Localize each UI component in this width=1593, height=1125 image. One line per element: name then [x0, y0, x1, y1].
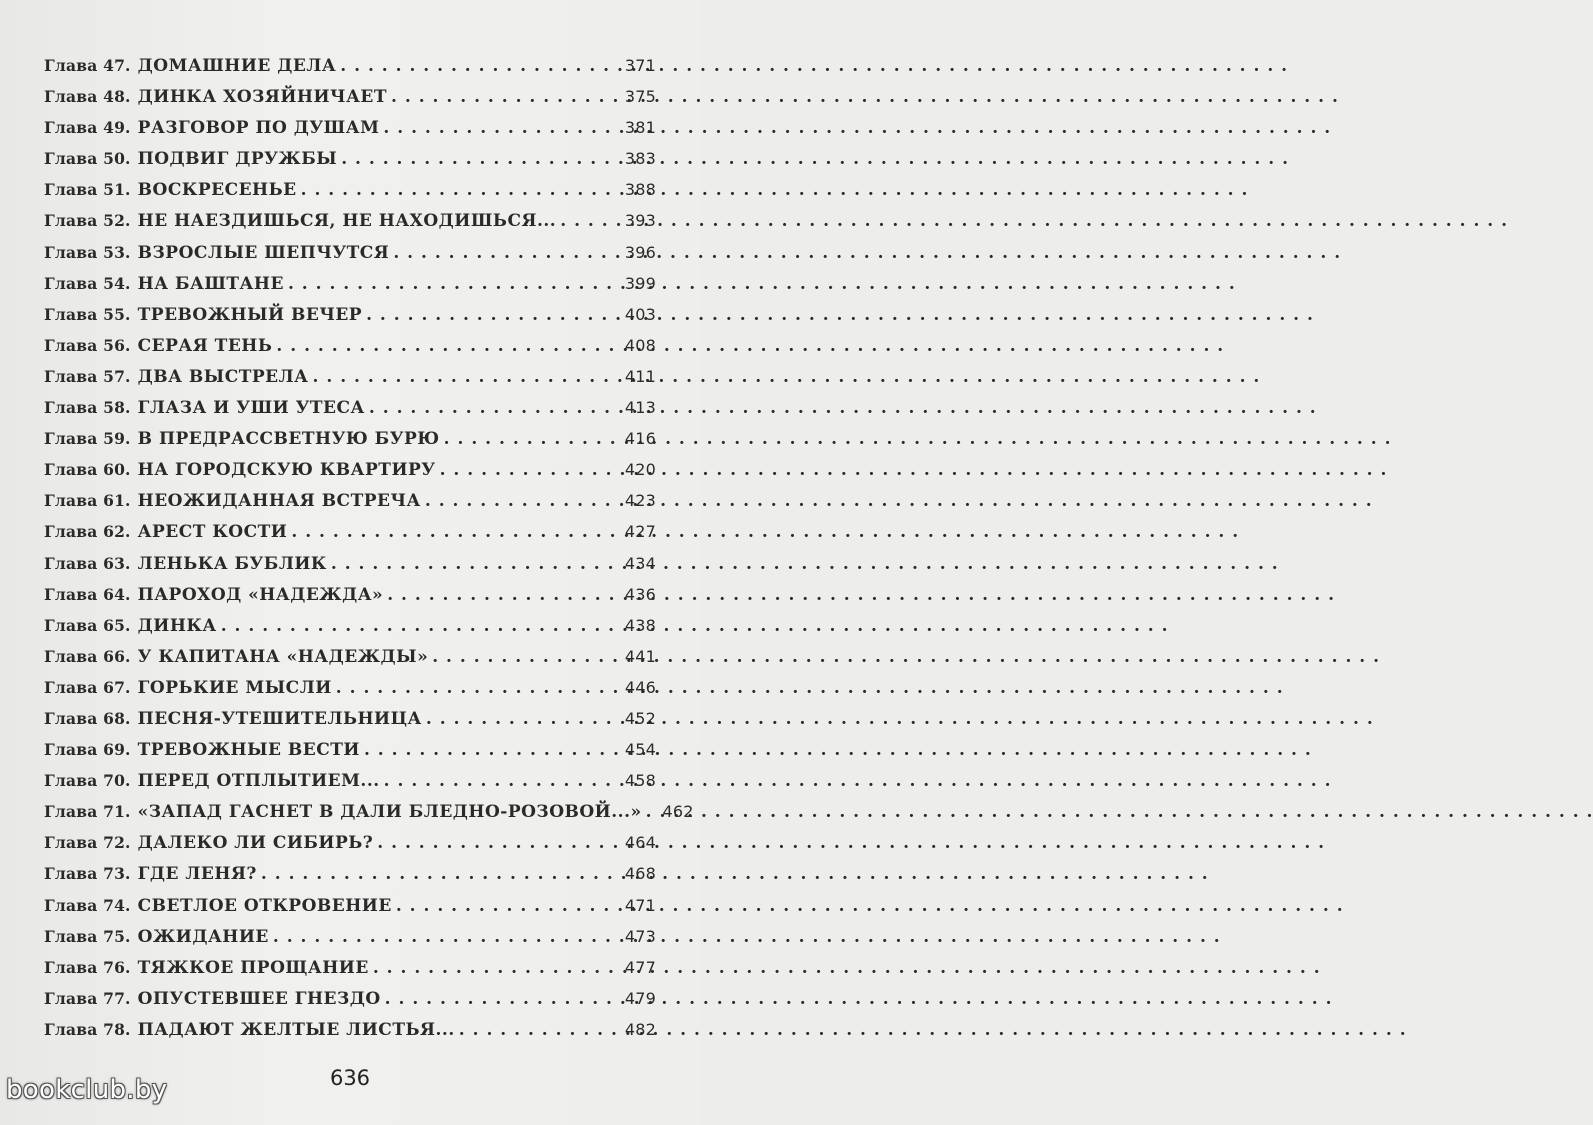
toc-entry	[44, 460, 656, 491]
chapter-label: Глава 58.	[44, 398, 131, 418]
dot-leader	[560, 211, 618, 231]
chapter-label: Глава 63.	[44, 553, 131, 573]
toc-entry	[44, 802, 694, 833]
chapter-page-number: 403	[624, 304, 656, 324]
chapter-page-number: 454	[624, 740, 656, 760]
chapter-page-number: 473	[624, 926, 656, 946]
chapter-title: СЕРАЯ ТЕНЬ	[137, 335, 273, 356]
dot-leader	[425, 491, 618, 511]
dot-leader	[426, 709, 618, 729]
chapter-label: Глава 64.	[44, 584, 131, 604]
chapter-title: ПЕРЕД ОТПЛЫТИЕМ...	[137, 771, 380, 792]
chapter-page-number: 434	[624, 553, 656, 573]
chapter-title: В ПРЕДРАССВЕТНУЮ БУРЮ	[137, 429, 440, 450]
chapter-label: Глава 51.	[44, 180, 131, 200]
chapter-title: ПАДАЮТ ЖЕЛТЫЕ ЛИСТЬЯ...	[137, 1019, 455, 1040]
toc-entry	[44, 118, 656, 149]
chapter-title: ТРЕВОЖНЫЕ ВЕСТИ	[137, 740, 360, 761]
dot-leader	[383, 118, 618, 138]
dot-leader	[440, 460, 618, 480]
chapter-label: Глава 62.	[44, 522, 131, 542]
toc-entry	[44, 87, 656, 118]
chapter-label: Глава 65.	[44, 615, 131, 635]
chapter-title: «ЗАПАД ГАСНЕТ В ДАЛИ БЛЕДНО-РОЗОВОЙ...»	[137, 802, 642, 823]
dot-leader	[444, 429, 618, 449]
toc-entry	[44, 585, 656, 616]
chapter-title: ЛЕНЬКА БУБЛИК	[137, 553, 327, 574]
toc-entry	[44, 833, 656, 864]
chapter-page-number: 471	[624, 895, 656, 915]
dot-leader	[391, 87, 618, 107]
chapter-title: НА БАШТАНЕ	[137, 273, 284, 294]
chapter-page-number: 416	[624, 429, 656, 449]
chapter-page-number: 438	[624, 615, 656, 635]
chapter-title: ПЕСНЯ-УТЕШИТЕЛЬНИЦА	[137, 708, 422, 729]
chapter-label: Глава 54.	[44, 273, 131, 293]
toc-entry	[44, 678, 656, 709]
chapter-title: АРЕСТ КОСТИ	[137, 522, 288, 543]
toc-entry	[44, 740, 656, 771]
chapter-title: ВОСКРЕСЕНЬЕ	[137, 180, 297, 201]
chapter-title: ОПУСТЕВШЕЕ ГНЕЗДО	[137, 988, 381, 1009]
chapter-title: ДАЛЕКО ЛИ СИБИРЬ?	[137, 833, 374, 854]
chapter-title: НЕОЖИДАННАЯ ВСТРЕЧА	[137, 491, 421, 512]
chapter-page-number: 393	[624, 211, 656, 231]
toc-entry	[44, 429, 656, 460]
chapter-page-number: 458	[624, 771, 656, 791]
dot-leader	[384, 771, 618, 791]
chapter-label: Глава 66.	[44, 646, 131, 666]
chapter-page-number: 411	[624, 366, 656, 386]
dot-leader	[221, 616, 618, 636]
toc-entry	[44, 243, 656, 274]
dot-leader	[261, 864, 618, 884]
chapter-label: Глава 75.	[44, 926, 131, 946]
dot-leader	[301, 180, 618, 200]
chapter-label: Глава 61.	[44, 491, 131, 511]
chapter-page-number: 436	[624, 584, 656, 604]
chapter-title: У КАПИТАНА «НАДЕЖДЫ»	[137, 646, 429, 667]
chapter-page-number: 446	[624, 677, 656, 697]
dot-leader	[387, 585, 618, 605]
chapter-label: Глава 77.	[44, 988, 131, 1008]
toc-entry	[44, 1020, 656, 1051]
chapter-page-number: 452	[624, 708, 656, 728]
chapter-page-number: 383	[624, 149, 656, 169]
chapter-page-number: 371	[624, 56, 656, 75]
chapter-page-number: 477	[624, 957, 656, 977]
toc-entry	[44, 927, 656, 958]
table-of-contents	[44, 56, 694, 1051]
chapter-label: Глава 74.	[44, 895, 131, 915]
chapter-page-number: 413	[624, 398, 656, 418]
dot-leader	[331, 554, 618, 574]
chapter-page-number: 423	[624, 491, 656, 511]
chapter-title: ГДЕ ЛЕНЯ?	[137, 864, 257, 885]
chapter-title: ДИНКА	[137, 615, 217, 636]
chapter-label: Глава 56.	[44, 335, 131, 355]
toc-entry	[44, 274, 656, 305]
chapter-label: Глава 57.	[44, 366, 131, 386]
chapter-title: РАЗГОВОР ПО ДУШАМ	[137, 118, 380, 139]
chapter-label: Глава 70.	[44, 771, 131, 791]
toc-entry	[44, 211, 656, 242]
toc-entry	[44, 149, 656, 180]
toc-entry	[44, 336, 656, 367]
chapter-title: ГОРЬКИЕ МЫСЛИ	[137, 677, 332, 698]
toc-entry	[44, 771, 656, 802]
chapter-label: Глава 47.	[44, 56, 131, 75]
chapter-title: ДИНКА ХОЗЯЙНИЧАЕТ	[137, 87, 388, 108]
dot-leader	[341, 149, 618, 169]
dot-leader	[646, 802, 656, 822]
dot-leader	[288, 274, 618, 294]
toc-entry	[44, 305, 656, 336]
chapter-page-number: 427	[624, 522, 656, 542]
chapter-title: НЕ НАЕЗДИШЬСЯ, НЕ НАХОДИШЬСЯ...	[137, 211, 557, 232]
chapter-page-number: 388	[624, 180, 656, 200]
chapter-label: Глава 71.	[44, 802, 131, 822]
chapter-title: ГЛАЗА И УШИ УТЕСА	[137, 398, 365, 419]
chapter-page-number: 381	[624, 118, 656, 138]
chapter-label: Глава 55.	[44, 304, 131, 324]
page-number: 636	[329, 1066, 371, 1090]
toc-entry	[44, 554, 656, 585]
dot-leader	[273, 927, 618, 947]
chapter-page-number: 420	[624, 460, 656, 480]
toc-entry	[44, 647, 656, 678]
chapter-label: Глава 69.	[44, 740, 131, 760]
chapter-label: Глава 73.	[44, 864, 131, 884]
chapter-page-number: 462	[662, 802, 694, 822]
toc-entry	[44, 864, 656, 895]
chapter-title: ДВА ВЫСТРЕЛА	[137, 366, 309, 387]
chapter-title: НА ГОРОДСКУЮ КВАРТИРУ	[137, 460, 436, 481]
chapter-page-number: 468	[624, 864, 656, 884]
chapter-page-number: 479	[624, 988, 656, 1008]
dot-leader	[396, 896, 618, 916]
chapter-label: Глава 53.	[44, 242, 131, 262]
toc-entry	[44, 522, 656, 553]
chapter-label: Глава 60.	[44, 460, 131, 480]
dot-leader	[291, 522, 618, 542]
chapter-page-number: 464	[624, 833, 656, 853]
chapter-label: Глава 59.	[44, 429, 131, 449]
chapter-page-number: 396	[624, 242, 656, 262]
chapter-label: Глава 72.	[44, 833, 131, 853]
chapter-page-number: 408	[624, 335, 656, 355]
book-page	[0, 0, 700, 1125]
chapter-label: Глава 76.	[44, 957, 131, 977]
dot-leader	[377, 833, 618, 853]
dot-leader	[385, 989, 618, 1009]
dot-leader	[366, 305, 618, 325]
chapter-label: Глава 50.	[44, 149, 131, 169]
chapter-label: Глава 78.	[44, 1019, 131, 1039]
dot-leader	[459, 1020, 618, 1040]
chapter-page-number: 441	[624, 646, 656, 666]
chapter-title: ДОМАШНИЕ ДЕЛА	[137, 56, 337, 76]
watermark: bookclub.by	[6, 1075, 168, 1105]
chapter-page-number: 482	[624, 1019, 656, 1039]
chapter-page-number: 375	[624, 87, 656, 107]
dot-leader	[336, 678, 618, 698]
dot-leader	[313, 367, 618, 387]
dot-leader	[276, 336, 618, 356]
toc-entry	[44, 616, 656, 647]
chapter-label: Глава 49.	[44, 118, 131, 138]
chapter-label: Глава 48.	[44, 87, 131, 107]
chapter-title: ПОДВИГ ДРУЖБЫ	[137, 149, 338, 170]
chapter-label: Глава 67.	[44, 677, 131, 697]
toc-entry	[44, 896, 656, 927]
toc-entry	[44, 398, 656, 429]
dot-leader	[364, 740, 618, 760]
chapter-title: СВЕТЛОЕ ОТКРОВЕНИЕ	[137, 895, 392, 916]
chapter-page-number: 399	[624, 273, 656, 293]
toc-entry	[44, 958, 656, 989]
chapter-label: Глава 52.	[44, 211, 131, 231]
toc-entry	[44, 491, 656, 522]
dot-leader	[393, 243, 618, 263]
chapter-title: ПАРОХОД «НАДЕЖДА»	[137, 584, 384, 605]
dot-leader	[432, 647, 618, 667]
chapter-title: ТРЕВОЖНЫЙ ВЕЧЕР	[137, 304, 363, 325]
dot-leader	[369, 398, 618, 418]
toc-entry	[44, 989, 656, 1020]
dot-leader	[340, 56, 618, 76]
chapter-title: ОЖИДАНИЕ	[137, 926, 269, 947]
toc-entry	[44, 56, 656, 87]
toc-entry	[44, 709, 656, 740]
chapter-label: Глава 68.	[44, 708, 131, 728]
toc-entry	[44, 180, 656, 211]
chapter-title: ВЗРОСЛЫЕ ШЕПЧУТСЯ	[137, 242, 390, 263]
chapter-title: ТЯЖКОЕ ПРОЩАНИЕ	[137, 957, 369, 978]
dot-leader	[373, 958, 618, 978]
toc-entry	[44, 367, 656, 398]
